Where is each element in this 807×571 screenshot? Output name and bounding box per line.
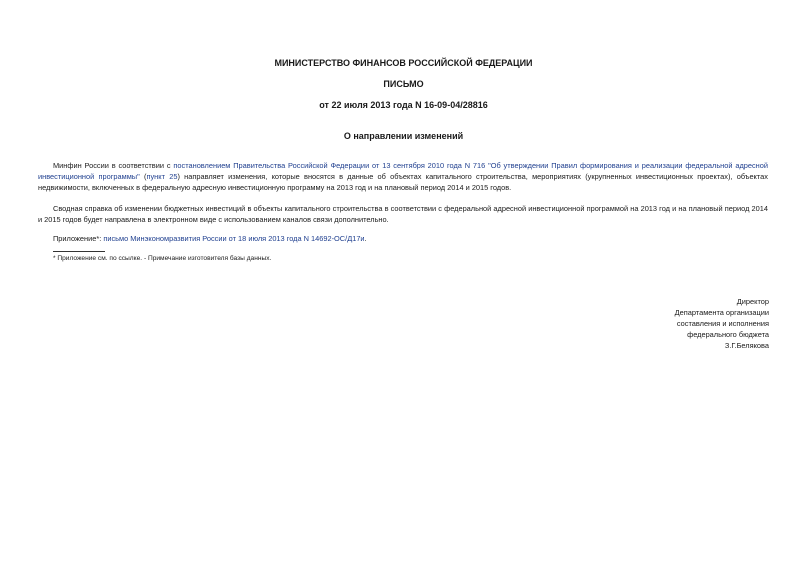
resolution-716-link[interactable]: постановлением Правительства Российской Федерации от 13 сентября 2010 года N 716 "Об утверждении Правил формирования и реализации федеральной адресной инвестиционной программы" xyxy=(38,161,768,181)
clause-25-link[interactable]: пункт 25 xyxy=(146,172,178,181)
signature-department: Департамента организации xyxy=(674,308,769,317)
document-type-heading: ПИСЬМО xyxy=(383,79,424,89)
signature-department-cont: составления и исполнения xyxy=(676,319,769,328)
document-date-number: от 22 июля 2013 года N 16-09-04/28816 xyxy=(319,100,488,110)
attachment-label: Приложение*: xyxy=(53,234,104,243)
paragraph-1-lead: Минфин России в соответствии с xyxy=(53,161,174,170)
paragraph-1-rest: ) направляет изменения, которые вносятся в данные об объектах капитального строительства, мероприятиях (укрупненных инвестиционных проектах), объектах недвижимости, включенных в федеральную адресную инвестиционную программу на 2013 год и на плановый период 2014 и 2015 годов. xyxy=(38,172,768,192)
issuer-heading: МИНИСТЕРСТВО ФИНАНСОВ РОССИЙСКОЙ ФЕДЕРАЦИИ xyxy=(274,58,533,68)
paragraph-1 xyxy=(38,160,768,193)
signature-block xyxy=(675,296,769,351)
footnote-divider xyxy=(53,251,105,252)
signature-department-budget: федерального бюджета xyxy=(687,330,769,339)
attachment-tail: . xyxy=(364,234,367,243)
signature-title: Директор xyxy=(736,297,769,306)
document-subject: О направлении изменений xyxy=(343,131,464,141)
attachment-letter-link[interactable]: письмо Минэкономразвития России от 18 июля 2013 года N 14692-ОС/Д17и xyxy=(103,234,365,243)
attachment-paragraph xyxy=(38,233,768,244)
footnote: * Приложение см. по ссылке. - Примечание изготовителя базы данных. xyxy=(53,255,272,262)
paragraph-2: Сводная справка об изменении бюджетных инвестиций в объекты капитального строительства в соответствии с федеральной адресной инвестиционной программой на 2013 год и на плановый период 2014 и 2015 годов будет направлена в электронном виде с использованием каналов связи дополнительно. xyxy=(38,204,768,224)
signature-name: З.Г.Белякова xyxy=(724,341,769,350)
paragraph-1-mid: ( xyxy=(139,172,147,181)
